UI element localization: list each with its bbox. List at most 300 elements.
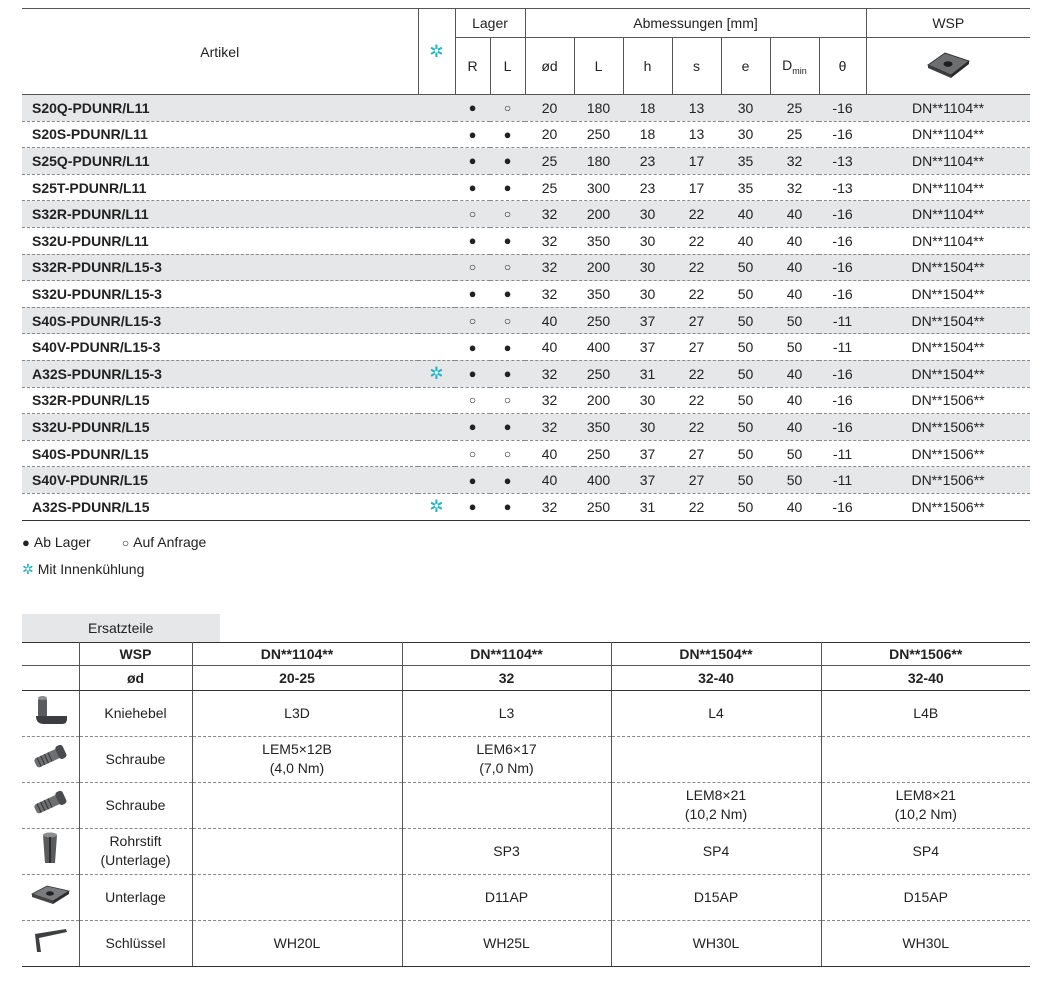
legend xyxy=(22,529,1030,582)
spare-parts-tab: Ersatzteile xyxy=(22,614,220,642)
spare-cell xyxy=(402,782,611,828)
cell-e: 50 xyxy=(721,414,770,441)
cell-od: 40 xyxy=(525,334,574,361)
table-row xyxy=(22,414,1030,441)
table-row xyxy=(22,148,1030,175)
cell-L2: 180 xyxy=(574,95,623,122)
cell-R: ● xyxy=(455,360,490,387)
spare-cell-line: SP4 xyxy=(702,842,730,859)
cell-L2: 200 xyxy=(574,201,623,228)
cell-od: 40 xyxy=(525,467,574,494)
cell-s: 22 xyxy=(672,387,721,414)
cell-L2: 350 xyxy=(574,414,623,441)
insert-icon xyxy=(866,38,1030,95)
header-lager: Lager xyxy=(455,9,525,38)
cell-theta: -16 xyxy=(819,201,866,228)
coolant-cell xyxy=(418,387,455,414)
cell-dmin: 50 xyxy=(770,440,819,467)
screw-icon xyxy=(30,788,70,823)
table-row xyxy=(22,201,1030,228)
spare-cell-line: (10,2 Nm) xyxy=(894,806,957,822)
cell-theta: -11 xyxy=(819,467,866,494)
cell-L: ● xyxy=(490,148,525,175)
spare-od-2: 32 xyxy=(402,665,611,690)
table-row xyxy=(22,360,1030,387)
table-row xyxy=(22,493,1030,520)
coolant-cell xyxy=(418,440,455,467)
table-row xyxy=(22,121,1030,148)
cell-s: 22 xyxy=(672,254,721,281)
cell-theta: -16 xyxy=(819,95,866,122)
spare-part-name: Schraube xyxy=(79,782,192,828)
cell-h: 37 xyxy=(623,307,672,334)
table-row xyxy=(22,387,1030,414)
cell-R: ○ xyxy=(455,440,490,467)
page xyxy=(22,8,1030,967)
cell-e: 50 xyxy=(721,440,770,467)
spare-cell xyxy=(402,874,611,920)
spare-cell xyxy=(611,920,821,966)
cell-s: 27 xyxy=(672,334,721,361)
cell-theta: -16 xyxy=(819,387,866,414)
spare-cell-line: (7,0 Nm) xyxy=(479,760,534,776)
cell-s: 17 xyxy=(672,174,721,201)
spare-cell-line: D15AP xyxy=(903,888,948,905)
cell-theta: -13 xyxy=(819,174,866,201)
cell-h: 18 xyxy=(623,95,672,122)
article-code: S40V-PDUNR/L15-3 xyxy=(22,334,418,361)
cell-theta: -16 xyxy=(819,493,866,520)
article-code: S40S-PDUNR/L15 xyxy=(22,440,418,467)
open-circle-icon: ○ xyxy=(121,535,130,550)
cell-e: 50 xyxy=(721,467,770,494)
spare-od-label: ød xyxy=(79,665,192,690)
cell-R: ● xyxy=(455,121,490,148)
cell-theta: -11 xyxy=(819,440,866,467)
cell-wsp: DN**1504** xyxy=(866,334,1030,361)
cell-L2: 250 xyxy=(574,121,623,148)
spare-cell-line: L3 xyxy=(498,704,515,721)
table-row xyxy=(22,307,1030,334)
cell-od: 40 xyxy=(525,307,574,334)
spare-wsp-1: DN**1104** xyxy=(192,642,402,665)
col-theta: θ xyxy=(819,38,866,95)
cell-e: 50 xyxy=(721,307,770,334)
cell-R: ● xyxy=(455,281,490,308)
cell-R: ○ xyxy=(455,387,490,414)
spare-cell xyxy=(192,690,402,736)
cell-od: 32 xyxy=(525,414,574,441)
shim-icon xyxy=(29,882,71,913)
cell-L2: 400 xyxy=(574,334,623,361)
article-code: S25Q-PDUNR/L11 xyxy=(22,148,418,175)
col-length: L xyxy=(574,38,623,95)
cell-od: 40 xyxy=(525,440,574,467)
cell-s: 22 xyxy=(672,493,721,520)
spare-cell xyxy=(192,920,402,966)
coolant-icon: ✲ xyxy=(418,493,455,520)
coolant-cell xyxy=(418,227,455,254)
spare-wsp-2: DN**1104** xyxy=(402,642,611,665)
article-code: A32S-PDUNR/L15-3 xyxy=(22,360,418,387)
legend-coolant-text: Mit Innenkühlung xyxy=(37,560,145,577)
spare-cell-line: L4 xyxy=(708,704,724,721)
spare-wsp-label: WSP xyxy=(79,642,192,665)
cell-L2: 350 xyxy=(574,281,623,308)
article-code: S32U-PDUNR/L15 xyxy=(22,414,418,441)
cell-dmin: 50 xyxy=(770,334,819,361)
cell-L: ● xyxy=(490,493,525,520)
spare-cell-line: D11AP xyxy=(484,888,529,905)
cell-wsp: DN**1506** xyxy=(866,414,1030,441)
cell-wsp: DN**1506** xyxy=(866,467,1030,494)
article-code: A32S-PDUNR/L15 xyxy=(22,493,418,520)
spare-cell xyxy=(192,782,402,828)
cell-s: 22 xyxy=(672,414,721,441)
cell-e: 35 xyxy=(721,174,770,201)
cell-s: 22 xyxy=(672,227,721,254)
cell-e: 50 xyxy=(721,360,770,387)
cell-s: 22 xyxy=(672,360,721,387)
cell-od: 25 xyxy=(525,174,574,201)
coolant-icon: ✲ xyxy=(22,560,34,577)
spare-od-4: 32-40 xyxy=(821,665,1030,690)
cell-L: ● xyxy=(490,414,525,441)
cell-e: 30 xyxy=(721,95,770,122)
spare-cell xyxy=(192,874,402,920)
cell-L2: 200 xyxy=(574,387,623,414)
cell-od: 20 xyxy=(525,121,574,148)
cell-dmin: 32 xyxy=(770,148,819,175)
cell-L2: 250 xyxy=(574,440,623,467)
spare-part-name-line: Rohrstift xyxy=(109,833,162,849)
spare-cell-line: (10,2 Nm) xyxy=(684,806,748,822)
header-wsp: WSP xyxy=(866,9,1030,38)
spare-cell-line: LEM8×21 xyxy=(685,787,747,803)
cell-L: ○ xyxy=(490,440,525,467)
header-coolant-icon: ✲ xyxy=(418,9,455,95)
spare-cell xyxy=(402,736,611,782)
spare-cell xyxy=(821,874,1030,920)
cell-L2: 250 xyxy=(574,493,623,520)
cell-e: 50 xyxy=(721,281,770,308)
spare-cell xyxy=(611,690,821,736)
cell-R: ○ xyxy=(455,254,490,281)
cell-R: ● xyxy=(455,467,490,494)
cell-L: ● xyxy=(490,334,525,361)
coolant-cell xyxy=(418,121,455,148)
cell-L: ○ xyxy=(490,95,525,122)
cell-wsp: DN**1504** xyxy=(866,281,1030,308)
table-row xyxy=(22,440,1030,467)
cell-L2: 400 xyxy=(574,467,623,494)
spare-cell xyxy=(402,828,611,874)
coolant-cell xyxy=(418,307,455,334)
cell-L: ○ xyxy=(490,201,525,228)
cell-dmin: 40 xyxy=(770,493,819,520)
cell-e: 40 xyxy=(721,227,770,254)
legend-request-text: Auf Anfrage xyxy=(133,533,207,550)
table-row xyxy=(22,227,1030,254)
cell-h: 37 xyxy=(623,334,672,361)
legend-stock xyxy=(22,529,1030,556)
spare-cell-line: WH30L xyxy=(902,934,950,951)
cell-R: ● xyxy=(455,493,490,520)
spare-cell-line: WH25L xyxy=(483,934,530,951)
spare-cell xyxy=(192,736,402,782)
cell-h: 37 xyxy=(623,440,672,467)
cell-dmin: 50 xyxy=(770,467,819,494)
spare-cell xyxy=(611,782,821,828)
spare-cell xyxy=(821,920,1030,966)
cell-e: 50 xyxy=(721,387,770,414)
cell-dmin: 32 xyxy=(770,174,819,201)
cell-L2: 250 xyxy=(574,307,623,334)
spare-parts-table xyxy=(22,642,1030,967)
cell-h: 30 xyxy=(623,201,672,228)
cell-dmin: 40 xyxy=(770,281,819,308)
cell-R: ● xyxy=(455,95,490,122)
cell-dmin: 40 xyxy=(770,227,819,254)
col-dmin: $D_{min}$ xyxy=(770,38,819,95)
table-row xyxy=(22,95,1030,122)
cell-e: 35 xyxy=(721,148,770,175)
spare-cell xyxy=(821,828,1030,874)
col-e: e xyxy=(721,38,770,95)
spare-row xyxy=(22,828,1030,874)
wrench-key-icon xyxy=(29,926,71,961)
cell-dmin: 40 xyxy=(770,254,819,281)
spare-wsp-4: DN**1506** xyxy=(821,642,1030,665)
coolant-cell xyxy=(418,148,455,175)
cell-h: 30 xyxy=(623,281,672,308)
cell-od: 32 xyxy=(525,387,574,414)
cell-h: 18 xyxy=(623,121,672,148)
cell-L2: 180 xyxy=(574,148,623,175)
cell-theta: -16 xyxy=(819,227,866,254)
spare-cell-line: LEM8×21 xyxy=(895,787,956,803)
cell-wsp: DN**1104** xyxy=(866,174,1030,201)
spare-od-1: 20-25 xyxy=(192,665,402,690)
spare-cell-line: LEM5×12B xyxy=(262,741,332,757)
spare-cell-line: L3D xyxy=(284,704,310,721)
spare-part-name xyxy=(79,828,192,874)
cell-wsp: DN**1104** xyxy=(866,95,1030,122)
cell-R: ● xyxy=(455,174,490,201)
cell-wsp: DN**1506** xyxy=(866,387,1030,414)
cell-s: 22 xyxy=(672,201,721,228)
cell-od: 32 xyxy=(525,254,574,281)
filled-dot-icon: ● xyxy=(22,534,30,550)
spare-cell-line: SP3 xyxy=(493,842,520,859)
cell-theta: -16 xyxy=(819,254,866,281)
cell-e: 50 xyxy=(721,254,770,281)
cell-wsp: DN**1504** xyxy=(866,307,1030,334)
spare-row xyxy=(22,690,1030,736)
cell-h: 23 xyxy=(623,174,672,201)
table-row xyxy=(22,334,1030,361)
cell-L2: 300 xyxy=(574,174,623,201)
spare-cell-line: LEM6×17 xyxy=(476,741,537,757)
col-h: h xyxy=(623,38,672,95)
cell-od: 32 xyxy=(525,201,574,228)
coolant-cell xyxy=(418,334,455,361)
cell-theta: -16 xyxy=(819,360,866,387)
cell-h: 37 xyxy=(623,467,672,494)
cell-dmin: 25 xyxy=(770,121,819,148)
cell-e: 30 xyxy=(721,121,770,148)
cell-L2: 200 xyxy=(574,254,623,281)
header-artikel: Artikel xyxy=(22,9,418,95)
spare-cell xyxy=(821,736,1030,782)
spare-cell-line: WH20L xyxy=(273,934,321,951)
cell-s: 13 xyxy=(672,95,721,122)
coolant-cell xyxy=(418,254,455,281)
article-code: S40V-PDUNR/L15 xyxy=(22,467,418,494)
coolant-cell xyxy=(418,95,455,122)
coolant-cell xyxy=(418,467,455,494)
article-code: S32R-PDUNR/L11 xyxy=(22,201,418,228)
cell-R: ● xyxy=(455,148,490,175)
cell-L: ● xyxy=(490,467,525,494)
cell-R: ● xyxy=(455,227,490,254)
cell-s: 27 xyxy=(672,307,721,334)
cell-s: 17 xyxy=(672,148,721,175)
cell-L: ○ xyxy=(490,254,525,281)
spare-od-3: 32-40 xyxy=(611,665,821,690)
cell-L: ● xyxy=(490,174,525,201)
cell-L2: 250 xyxy=(574,360,623,387)
cell-L: ● xyxy=(490,360,525,387)
cell-od: 32 xyxy=(525,227,574,254)
cell-dmin: 25 xyxy=(770,95,819,122)
cell-wsp: DN**1104** xyxy=(866,201,1030,228)
table-row xyxy=(22,254,1030,281)
screw-icon xyxy=(30,742,70,777)
coolant-cell xyxy=(418,201,455,228)
cell-e: 50 xyxy=(721,334,770,361)
coolant-cell xyxy=(418,414,455,441)
article-code: S40S-PDUNR/L15-3 xyxy=(22,307,418,334)
header-abmessungen: Abmessungen [mm] xyxy=(525,9,866,38)
cell-s: 27 xyxy=(672,440,721,467)
cell-wsp: DN**1104** xyxy=(866,227,1030,254)
cell-theta: -16 xyxy=(819,121,866,148)
cell-L: ○ xyxy=(490,307,525,334)
spare-wsp-3: DN**1504** xyxy=(611,642,821,665)
cell-od: 32 xyxy=(525,493,574,520)
spare-cell-line: WH30L xyxy=(692,934,740,951)
article-code: S20Q-PDUNR/L11 xyxy=(22,95,418,122)
legend-coolant xyxy=(22,556,1030,582)
spare-cell xyxy=(192,828,402,874)
spare-part-name: Schraube xyxy=(79,736,192,782)
spare-row xyxy=(22,736,1030,782)
cell-L2: 350 xyxy=(574,227,623,254)
cell-wsp: DN**1506** xyxy=(866,493,1030,520)
cell-theta: -13 xyxy=(819,148,866,175)
cell-theta: -16 xyxy=(819,281,866,308)
cell-theta: -16 xyxy=(819,414,866,441)
cell-R: ○ xyxy=(455,201,490,228)
spare-row xyxy=(22,920,1030,966)
col-L: L xyxy=(490,38,525,95)
cell-h: 23 xyxy=(623,148,672,175)
article-code: S32U-PDUNR/L11 xyxy=(22,227,418,254)
cell-od: 25 xyxy=(525,148,574,175)
cell-L: ● xyxy=(490,121,525,148)
cell-h: 30 xyxy=(623,227,672,254)
cell-s: 27 xyxy=(672,467,721,494)
cell-R: ● xyxy=(455,414,490,441)
cell-L: ● xyxy=(490,227,525,254)
table-row xyxy=(22,467,1030,494)
spare-part-name: Kniehebel xyxy=(79,690,192,736)
cell-L: ● xyxy=(490,281,525,308)
cell-wsp: DN**1506** xyxy=(866,440,1030,467)
cell-theta: -11 xyxy=(819,334,866,361)
spare-cell xyxy=(611,874,821,920)
col-R: R xyxy=(455,38,490,95)
table-row xyxy=(22,174,1030,201)
article-code: S32R-PDUNR/L15 xyxy=(22,387,418,414)
cell-dmin: 50 xyxy=(770,307,819,334)
spare-part-name: Unterlage xyxy=(79,874,192,920)
cell-od: 20 xyxy=(525,95,574,122)
clamp-lever-icon xyxy=(30,694,70,733)
cell-h: 30 xyxy=(623,254,672,281)
col-od: ød xyxy=(525,38,574,95)
cell-R: ● xyxy=(455,334,490,361)
cell-wsp: DN**1104** xyxy=(866,121,1030,148)
spare-cell-line: SP4 xyxy=(912,842,939,859)
cell-wsp: DN**1104** xyxy=(866,148,1030,175)
spare-cell-line: L4B xyxy=(913,704,939,721)
table-row xyxy=(22,281,1030,308)
cell-s: 13 xyxy=(672,121,721,148)
cell-e: 50 xyxy=(721,493,770,520)
cell-od: 32 xyxy=(525,360,574,387)
cell-od: 32 xyxy=(525,281,574,308)
spare-cell xyxy=(402,690,611,736)
cell-theta: -11 xyxy=(819,307,866,334)
spare-cell-line: D15AP xyxy=(693,888,739,905)
cell-R: ○ xyxy=(455,307,490,334)
spare-part-name: Schlüssel xyxy=(79,920,192,966)
cell-h: 31 xyxy=(623,493,672,520)
coolant-cell xyxy=(418,281,455,308)
legend-stock-text: Ab Lager xyxy=(33,533,91,550)
tube-pin-icon xyxy=(35,831,65,872)
spare-cell xyxy=(821,782,1030,828)
spare-row xyxy=(22,874,1030,920)
spare-cell xyxy=(402,920,611,966)
cell-L: ○ xyxy=(490,387,525,414)
product-table xyxy=(22,8,1030,521)
article-code: S25T-PDUNR/L11 xyxy=(22,174,418,201)
spare-row xyxy=(22,782,1030,828)
article-code: S32U-PDUNR/L15-3 xyxy=(22,281,418,308)
spare-cell xyxy=(821,690,1030,736)
cell-s: 22 xyxy=(672,281,721,308)
cell-h: 31 xyxy=(623,360,672,387)
coolant-cell xyxy=(418,174,455,201)
cell-e: 40 xyxy=(721,201,770,228)
article-code: S32R-PDUNR/L15-3 xyxy=(22,254,418,281)
cell-dmin: 40 xyxy=(770,387,819,414)
spare-cell xyxy=(611,736,821,782)
cell-dmin: 40 xyxy=(770,360,819,387)
